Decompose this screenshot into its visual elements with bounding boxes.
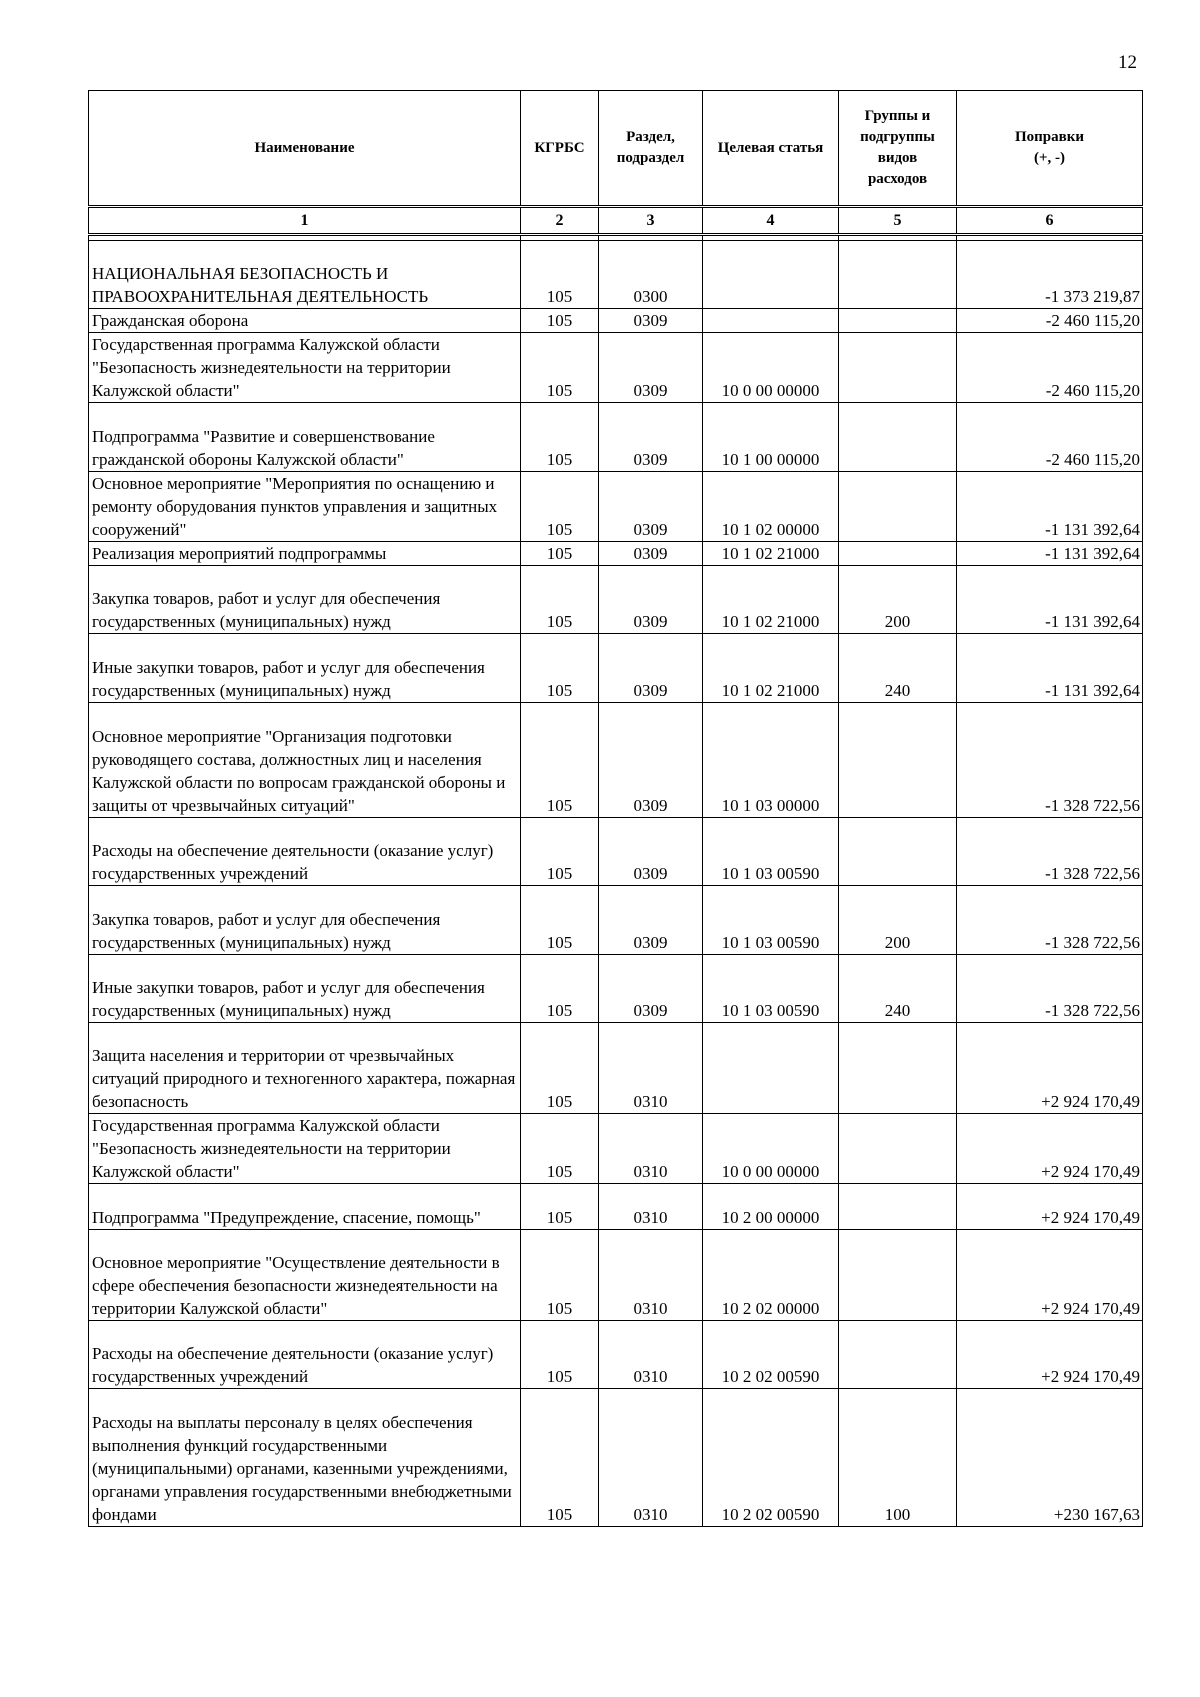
cell-name: Подпрограмма "Предупреждение, спасение, помощь"	[89, 1184, 521, 1230]
cell-article: 10 1 00 00000	[703, 403, 839, 472]
cell-article: 10 1 02 21000	[703, 566, 839, 634]
cell-name: Государственная программа Калужской области "Безопасность жизнедеятельности на территории Калужской области"	[89, 1114, 521, 1184]
cell-kgrbs: 105	[521, 886, 599, 955]
cell-article: 10 1 03 00590	[703, 818, 839, 886]
cell-group	[839, 241, 957, 309]
column-number: 5	[839, 207, 957, 235]
table-body	[89, 235, 1143, 1527]
table-row	[89, 542, 1143, 566]
cell-article	[703, 309, 839, 333]
cell-section: 0309	[599, 542, 703, 566]
cell-article: 10 1 02 00000	[703, 472, 839, 542]
cell-section: 0310	[599, 1389, 703, 1527]
cell-section: 0309	[599, 818, 703, 886]
cell-group	[839, 703, 957, 818]
header-section: Раздел, подраздел	[599, 91, 703, 207]
cell-kgrbs: 105	[521, 333, 599, 403]
cell-name: Защита населения и территории от чрезвычайных ситуаций природного и техногенного характера, пожарная безопасность	[89, 1023, 521, 1114]
header-article: Целевая статья	[703, 91, 839, 207]
cell-section: 0310	[599, 1230, 703, 1321]
cell-article: 10 0 00 00000	[703, 333, 839, 403]
table-row	[89, 703, 1143, 818]
cell-article: 10 1 03 00590	[703, 886, 839, 955]
cell-kgrbs: 105	[521, 309, 599, 333]
cell-name: Иные закупки товаров, работ и услуг для обеспечения государственных (муниципальных) нужд	[89, 634, 521, 703]
cell-name: Иные закупки товаров, работ и услуг для обеспечения государственных (муниципальных) нужд	[89, 955, 521, 1023]
cell-amount: -1 328 722,56	[957, 703, 1143, 818]
cell-name: Основное мероприятие "Осуществление деятельности в сфере обеспечения безопасности жизнедеятельности на территории Калужской области"	[89, 1230, 521, 1321]
cell-article: 10 2 02 00590	[703, 1389, 839, 1527]
cell-amount: -1 131 392,64	[957, 542, 1143, 566]
cell-group	[839, 472, 957, 542]
cell-article	[703, 241, 839, 309]
cell-section: 0309	[599, 634, 703, 703]
table-row	[89, 634, 1143, 703]
table-row	[89, 309, 1143, 333]
cell-amount: -1 328 722,56	[957, 955, 1143, 1023]
cell-name: Закупка товаров, работ и услуг для обеспечения государственных (муниципальных) нужд	[89, 566, 521, 634]
cell-article	[703, 1023, 839, 1114]
cell-kgrbs: 105	[521, 1230, 599, 1321]
table-row	[89, 1230, 1143, 1321]
cell-name: Закупка товаров, работ и услуг для обеспечения государственных (муниципальных) нужд	[89, 886, 521, 955]
cell-group	[839, 1321, 957, 1389]
cell-section: 0309	[599, 472, 703, 542]
cell-kgrbs: 105	[521, 542, 599, 566]
column-number: 1	[89, 207, 521, 235]
cell-section: 0310	[599, 1023, 703, 1114]
table-row	[89, 241, 1143, 309]
table-row	[89, 886, 1143, 955]
cell-group	[839, 542, 957, 566]
cell-section: 0309	[599, 703, 703, 818]
column-number-row	[89, 207, 1143, 235]
table-row	[89, 1023, 1143, 1114]
column-number: 4	[703, 207, 839, 235]
table-row	[89, 333, 1143, 403]
cell-kgrbs: 105	[521, 1389, 599, 1527]
cell-amount: -1 131 392,64	[957, 634, 1143, 703]
table-row	[89, 1321, 1143, 1389]
budget-amendments-table	[88, 90, 1143, 1527]
cell-group	[839, 818, 957, 886]
cell-name: Основное мероприятие "Мероприятия по оснащению и ремонту оборудования пунктов управления и защитных сооружений"	[89, 472, 521, 542]
cell-amount: +2 924 170,49	[957, 1114, 1143, 1184]
cell-group	[839, 1114, 957, 1184]
cell-section: 0310	[599, 1184, 703, 1230]
header-groups: Группы и подгруппы видов расходов	[839, 91, 957, 207]
cell-section: 0309	[599, 955, 703, 1023]
cell-name: Расходы на обеспечение деятельности (оказание услуг) государственных учреждений	[89, 1321, 521, 1389]
cell-name: Основное мероприятие "Организация подготовки руководящего состава, должностных лиц и населения Калужской области по вопросам гражданской обороны и защиты от чрезвычайных ситуаций"	[89, 703, 521, 818]
cell-amount: -1 373 219,87	[957, 241, 1143, 309]
cell-article: 10 1 03 00000	[703, 703, 839, 818]
cell-kgrbs: 105	[521, 241, 599, 309]
cell-section: 0309	[599, 886, 703, 955]
cell-name: Государственная программа Калужской области "Безопасность жизнедеятельности на территории Калужской области"	[89, 333, 521, 403]
cell-amount: -2 460 115,20	[957, 403, 1143, 472]
cell-group: 240	[839, 955, 957, 1023]
cell-amount: -1 328 722,56	[957, 886, 1143, 955]
cell-group: 200	[839, 566, 957, 634]
table-row	[89, 955, 1143, 1023]
cell-amount: -1 328 722,56	[957, 818, 1143, 886]
cell-amount: +2 924 170,49	[957, 1023, 1143, 1114]
table-row	[89, 1184, 1143, 1230]
cell-amount: -2 460 115,20	[957, 309, 1143, 333]
table-header-row	[89, 91, 1143, 207]
cell-amount: +230 167,63	[957, 1389, 1143, 1527]
cell-group	[839, 1230, 957, 1321]
cell-section: 0309	[599, 403, 703, 472]
cell-group	[839, 1184, 957, 1230]
cell-section: 0309	[599, 309, 703, 333]
table-row	[89, 566, 1143, 634]
cell-amount: -1 131 392,64	[957, 472, 1143, 542]
cell-article: 10 1 02 21000	[703, 634, 839, 703]
cell-group	[839, 403, 957, 472]
cell-kgrbs: 105	[521, 703, 599, 818]
cell-kgrbs: 105	[521, 1023, 599, 1114]
header-amendments: Поправки (+, -)	[957, 91, 1143, 207]
cell-amount: +2 924 170,49	[957, 1321, 1143, 1389]
cell-article: 10 1 03 00590	[703, 955, 839, 1023]
cell-kgrbs: 105	[521, 1114, 599, 1184]
cell-article: 10 1 02 21000	[703, 542, 839, 566]
cell-name: Гражданская оборона	[89, 309, 521, 333]
column-number: 6	[957, 207, 1143, 235]
cell-name: Расходы на обеспечение деятельности (оказание услуг) государственных учреждений	[89, 818, 521, 886]
table-row	[89, 403, 1143, 472]
cell-section: 0310	[599, 1114, 703, 1184]
table-row	[89, 1389, 1143, 1527]
cell-section: 0310	[599, 1321, 703, 1389]
header-name: Наименование	[89, 91, 521, 207]
cell-article: 10 2 02 00000	[703, 1230, 839, 1321]
cell-section: 0300	[599, 241, 703, 309]
cell-group: 240	[839, 634, 957, 703]
cell-amount: -1 131 392,64	[957, 566, 1143, 634]
cell-kgrbs: 105	[521, 818, 599, 886]
cell-kgrbs: 105	[521, 403, 599, 472]
cell-kgrbs: 105	[521, 566, 599, 634]
cell-name: Реализация мероприятий подпрограммы	[89, 542, 521, 566]
column-number: 3	[599, 207, 703, 235]
cell-kgrbs: 105	[521, 1321, 599, 1389]
cell-group	[839, 333, 957, 403]
cell-amount: -2 460 115,20	[957, 333, 1143, 403]
cell-kgrbs: 105	[521, 1184, 599, 1230]
cell-kgrbs: 105	[521, 472, 599, 542]
cell-amount: +2 924 170,49	[957, 1230, 1143, 1321]
cell-section: 0309	[599, 333, 703, 403]
cell-group	[839, 309, 957, 333]
cell-section: 0309	[599, 566, 703, 634]
cell-amount: +2 924 170,49	[957, 1184, 1143, 1230]
cell-name: НАЦИОНАЛЬНАЯ БЕЗОПАСНОСТЬ И ПРАВООХРАНИТЕЛЬНАЯ ДЕЯТЕЛЬНОСТЬ	[89, 241, 521, 309]
header-kgrbs: КГРБС	[521, 91, 599, 207]
table-row	[89, 1114, 1143, 1184]
cell-group	[839, 1023, 957, 1114]
cell-name: Расходы на выплаты персоналу в целях обеспечения выполнения функций государственными (муниципальными) органами, казенными учреждениями, органами управления государственными внебюджетными фондами	[89, 1389, 521, 1527]
cell-article: 10 2 02 00590	[703, 1321, 839, 1389]
cell-article: 10 2 00 00000	[703, 1184, 839, 1230]
page-number: 12	[1118, 52, 1137, 73]
cell-group: 100	[839, 1389, 957, 1527]
cell-kgrbs: 105	[521, 634, 599, 703]
table-row	[89, 472, 1143, 542]
cell-article: 10 0 00 00000	[703, 1114, 839, 1184]
cell-group: 200	[839, 886, 957, 955]
column-number: 2	[521, 207, 599, 235]
cell-name: Подпрограмма "Развитие и совершенствование гражданской обороны Калужской области"	[89, 403, 521, 472]
cell-kgrbs: 105	[521, 955, 599, 1023]
table-row	[89, 818, 1143, 886]
